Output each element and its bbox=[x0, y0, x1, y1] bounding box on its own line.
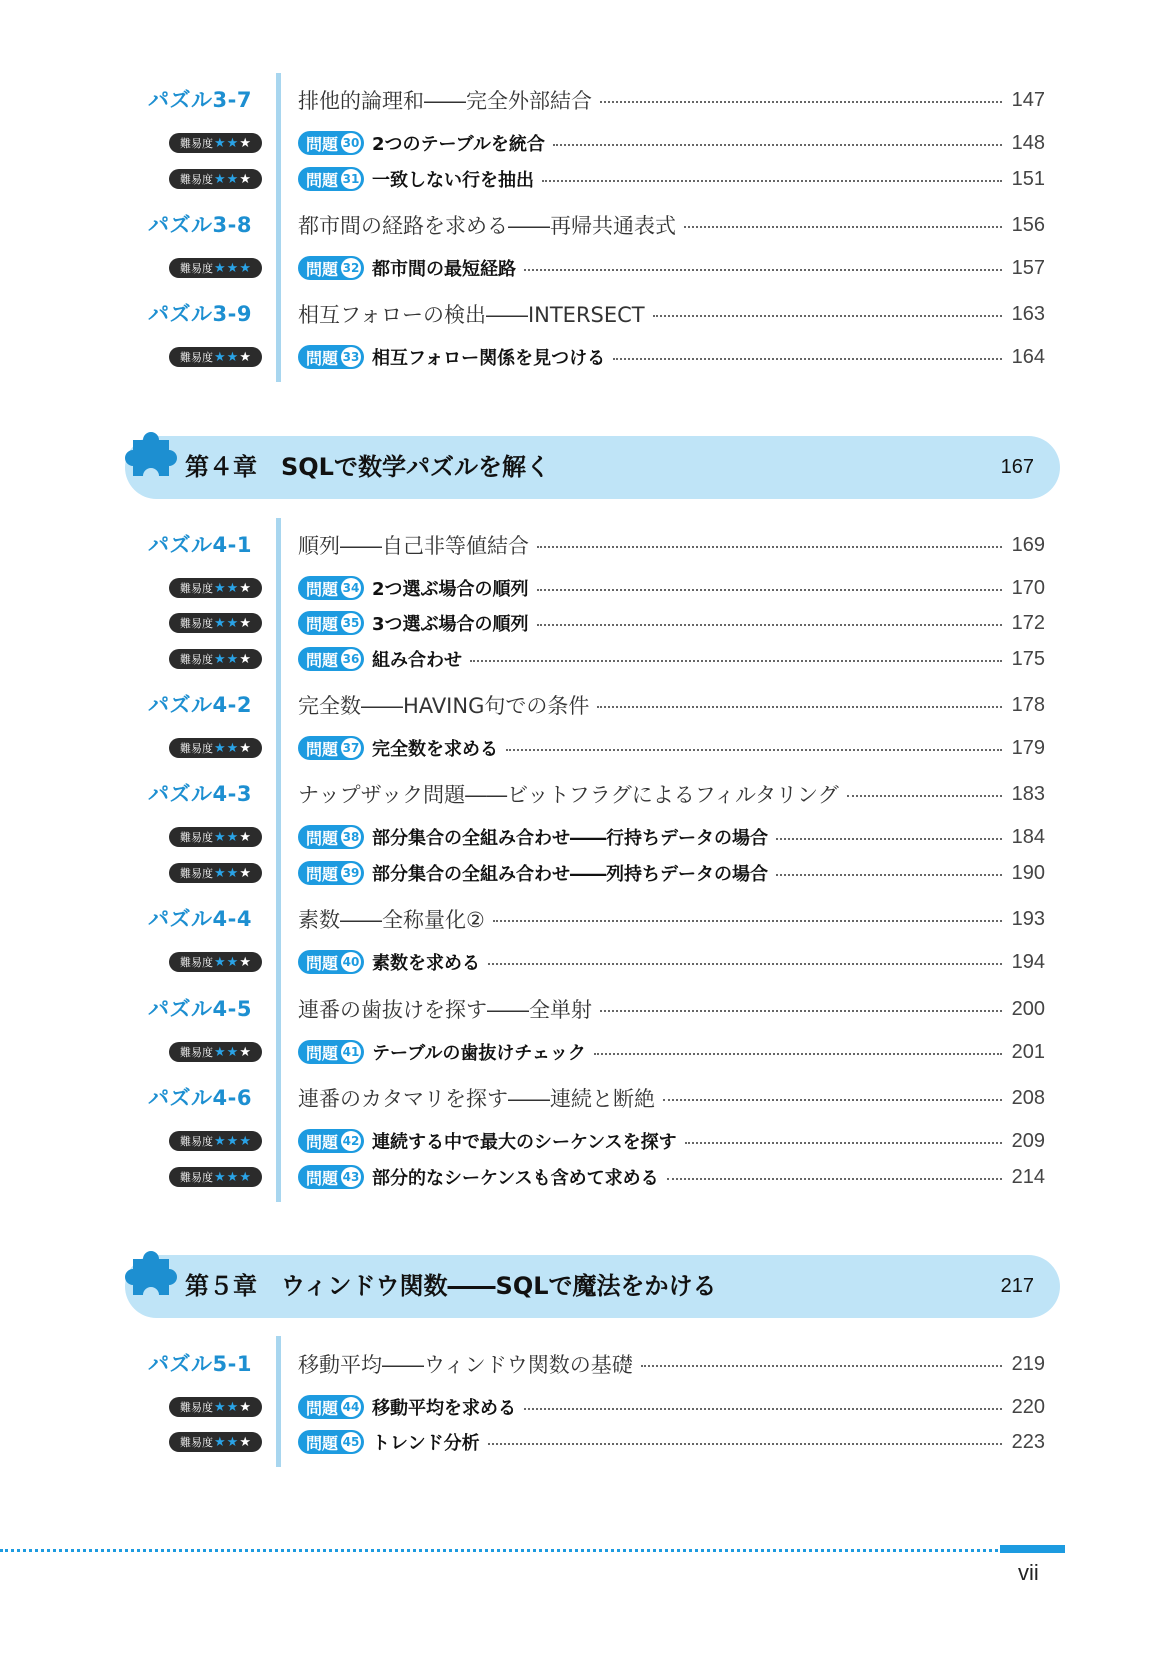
entry-line bbox=[298, 1348, 1045, 1380]
entry-line bbox=[298, 732, 1045, 764]
problem-badge-label: 問題 bbox=[306, 650, 339, 670]
entry-title: 部分的なシーケンスも含めて求める bbox=[372, 1168, 659, 1189]
chapter-heading bbox=[125, 436, 1060, 499]
puzzle-entry[interactable] bbox=[0, 529, 1165, 561]
problem-badge-label: 問題 bbox=[306, 259, 339, 279]
page-number: 209 bbox=[1011, 1129, 1045, 1152]
problem-number: 41 bbox=[341, 1042, 361, 1062]
entry-line bbox=[298, 1161, 1045, 1193]
star-icon: ★ bbox=[226, 349, 239, 365]
dot-leader bbox=[524, 269, 1002, 271]
difficulty-label: 難易度 bbox=[180, 1171, 214, 1184]
puzzle-entry[interactable] bbox=[0, 209, 1165, 241]
difficulty-label: 難易度 bbox=[180, 1436, 214, 1449]
problem-badge-label: 問題 bbox=[306, 348, 339, 368]
problem-number: 30 bbox=[341, 133, 361, 153]
difficulty-label: 難易度 bbox=[180, 262, 214, 275]
entry-title: 移動平均を求める bbox=[372, 1398, 517, 1419]
difficulty-label: 難易度 bbox=[180, 867, 214, 880]
dot-leader bbox=[653, 315, 1002, 317]
puzzle-entry[interactable] bbox=[0, 298, 1165, 330]
entry-title: 3つ選ぶ場合の順列 bbox=[372, 614, 529, 635]
star-icon: ★ bbox=[214, 954, 226, 970]
dot-leader bbox=[684, 226, 1002, 228]
star-icon: ★ bbox=[239, 580, 251, 596]
entry-line bbox=[298, 778, 1045, 810]
entry-line bbox=[298, 252, 1045, 284]
problem-number: 44 bbox=[341, 1397, 361, 1417]
star-icon: ★ bbox=[239, 740, 251, 756]
star-icon: ★ bbox=[226, 829, 239, 845]
page-number: 163 bbox=[1011, 302, 1045, 325]
page-number: 151 bbox=[1011, 167, 1045, 190]
star-icon: ★ bbox=[239, 135, 251, 151]
page-number: 219 bbox=[1011, 1352, 1045, 1375]
puzzle-number: パズル3-9 bbox=[148, 302, 252, 326]
page-number: 170 bbox=[1011, 576, 1045, 599]
puzzle-number: パズル4-6 bbox=[148, 1086, 252, 1110]
problem-number: 37 bbox=[341, 738, 361, 758]
difficulty-badge bbox=[169, 347, 262, 367]
star-icon: ★ bbox=[214, 1399, 226, 1415]
star-icon: ★ bbox=[214, 865, 226, 881]
puzzle-number: パズル4-4 bbox=[148, 907, 252, 931]
entry-line bbox=[298, 1391, 1045, 1423]
star-icon: ★ bbox=[214, 349, 226, 365]
problem-number: 35 bbox=[341, 613, 361, 633]
entry-title: 部分集合の全組み合わせ――行持ちデータの場合 bbox=[372, 828, 769, 849]
entry-line bbox=[298, 946, 1045, 978]
star-icon: ★ bbox=[239, 829, 251, 845]
entry-title: トレンド分析 bbox=[372, 1433, 480, 1454]
star-icon: ★ bbox=[214, 580, 226, 596]
entry-title: 完全数――HAVING句での条件 bbox=[298, 694, 590, 718]
puzzle-entry[interactable] bbox=[0, 84, 1165, 116]
entry-line bbox=[298, 163, 1045, 195]
entry-title: 部分集合の全組み合わせ――列持ちデータの場合 bbox=[372, 864, 769, 885]
page-number: 147 bbox=[1011, 88, 1045, 111]
difficulty-badge bbox=[169, 649, 262, 669]
chapter-title: 第４章 SQLで数学パズルを解く bbox=[185, 453, 550, 481]
entry-title: 一致しない行を抽出 bbox=[372, 170, 535, 191]
page-number: 201 bbox=[1011, 1040, 1045, 1063]
chapter-heading bbox=[125, 1255, 1060, 1318]
entry-title: 2つ選ぶ場合の順列 bbox=[372, 579, 529, 600]
star-icon: ★ bbox=[214, 171, 226, 187]
problem-number: 40 bbox=[341, 952, 361, 972]
puzzle-entry[interactable] bbox=[0, 993, 1165, 1025]
star-icon: ★ bbox=[226, 580, 239, 596]
page-number: 175 bbox=[1011, 647, 1045, 670]
problem-badge-label: 問題 bbox=[306, 1168, 339, 1188]
star-icon: ★ bbox=[226, 135, 239, 151]
difficulty-badge bbox=[169, 952, 262, 972]
page-number: 184 bbox=[1011, 825, 1045, 848]
difficulty-label: 難易度 bbox=[180, 582, 214, 595]
star-icon: ★ bbox=[239, 1434, 251, 1450]
dot-leader bbox=[600, 1010, 1002, 1012]
dot-leader bbox=[493, 920, 1002, 922]
difficulty-badge bbox=[169, 133, 262, 153]
star-icon: ★ bbox=[214, 740, 226, 756]
problem-entry[interactable] bbox=[0, 252, 1165, 284]
dot-leader bbox=[488, 1443, 1002, 1445]
puzzle-entry[interactable] bbox=[0, 903, 1165, 935]
entry-line bbox=[298, 1125, 1045, 1157]
problem-badge bbox=[298, 1165, 364, 1189]
page-number: 178 bbox=[1011, 693, 1045, 716]
star-icon: ★ bbox=[226, 865, 239, 881]
page-number: 183 bbox=[1011, 782, 1045, 805]
problem-number: 43 bbox=[341, 1167, 361, 1187]
puzzle-number: パズル4-2 bbox=[148, 693, 252, 717]
page-number: 190 bbox=[1011, 861, 1045, 884]
dot-leader bbox=[667, 1178, 1002, 1180]
entry-title: 相互フォローの検出――INTERSECT bbox=[298, 303, 645, 327]
problem-number: 36 bbox=[341, 649, 361, 669]
problem-badge-label: 問題 bbox=[306, 579, 339, 599]
problem-badge bbox=[298, 167, 364, 191]
entry-title: 素数――全称量化② bbox=[298, 908, 485, 932]
star-icon: ★ bbox=[226, 1044, 239, 1060]
problem-entry[interactable] bbox=[0, 857, 1165, 889]
problem-badge bbox=[298, 576, 364, 600]
difficulty-badge bbox=[169, 1131, 262, 1151]
star-icon: ★ bbox=[226, 615, 239, 631]
entry-title: 素数を求める bbox=[372, 953, 481, 974]
problem-badge bbox=[298, 861, 364, 885]
entry-line bbox=[298, 298, 1045, 330]
page-number: 148 bbox=[1011, 131, 1045, 154]
difficulty-label: 難易度 bbox=[180, 1135, 214, 1148]
entry-title: 2つのテーブルを統合 bbox=[372, 134, 545, 155]
puzzle-piece-icon bbox=[113, 414, 191, 492]
entry-title: 都市間の最短経路 bbox=[372, 259, 517, 280]
star-icon: ★ bbox=[239, 651, 251, 667]
puzzle-entry[interactable] bbox=[0, 1348, 1165, 1380]
problem-badge-label: 問題 bbox=[306, 828, 339, 848]
star-icon: ★ bbox=[214, 1133, 226, 1149]
difficulty-label: 難易度 bbox=[180, 617, 214, 630]
problem-entry[interactable] bbox=[0, 572, 1165, 604]
star-icon: ★ bbox=[226, 260, 239, 276]
entry-line bbox=[298, 341, 1045, 373]
dot-leader bbox=[488, 963, 1002, 965]
difficulty-badge bbox=[169, 169, 262, 189]
star-icon: ★ bbox=[214, 829, 226, 845]
entry-line bbox=[298, 572, 1045, 604]
problem-badge-label: 問題 bbox=[306, 1433, 339, 1453]
problem-entry[interactable] bbox=[0, 607, 1165, 639]
dot-leader bbox=[685, 1142, 1002, 1144]
dot-leader bbox=[663, 1099, 1002, 1101]
page-number: 164 bbox=[1011, 345, 1045, 368]
star-icon: ★ bbox=[226, 171, 239, 187]
problem-number: 33 bbox=[341, 347, 361, 367]
entry-title: ナップザック問題――ビットフラグによるフィルタリング bbox=[298, 783, 839, 807]
problem-badge-label: 問題 bbox=[306, 1398, 339, 1418]
star-icon: ★ bbox=[226, 1434, 239, 1450]
star-icon: ★ bbox=[239, 1133, 251, 1149]
difficulty-badge bbox=[169, 1397, 262, 1417]
entry-line bbox=[298, 209, 1045, 241]
entry-line bbox=[298, 1082, 1045, 1114]
problem-badge bbox=[298, 825, 364, 849]
footer-dotted-rule bbox=[0, 1549, 998, 1552]
page-number: 179 bbox=[1011, 736, 1045, 759]
problem-entry[interactable] bbox=[0, 1391, 1165, 1423]
problem-badge bbox=[298, 950, 364, 974]
problem-badge-label: 問題 bbox=[306, 614, 339, 634]
puzzle-entry[interactable] bbox=[0, 689, 1165, 721]
problem-number: 42 bbox=[341, 1131, 361, 1151]
star-icon: ★ bbox=[226, 1399, 239, 1415]
problem-badge-label: 問題 bbox=[306, 1043, 339, 1063]
problem-badge-label: 問題 bbox=[306, 953, 339, 973]
problem-badge-label: 問題 bbox=[306, 739, 339, 759]
entry-line bbox=[298, 903, 1045, 935]
problem-badge bbox=[298, 256, 364, 280]
problem-badge bbox=[298, 1129, 364, 1153]
problem-badge bbox=[298, 131, 364, 155]
page-number: 208 bbox=[1011, 1086, 1045, 1109]
difficulty-label: 難易度 bbox=[180, 1401, 214, 1414]
chapter-title: 第５章 ウィンドウ関数――SQLで魔法をかける bbox=[185, 1272, 717, 1300]
star-icon: ★ bbox=[239, 349, 251, 365]
problem-number: 32 bbox=[341, 258, 361, 278]
page-number: 193 bbox=[1011, 907, 1045, 930]
entry-title: 排他的論理和――完全外部結合 bbox=[298, 89, 592, 113]
entry-title: 連番のカタマリを探す――連続と断絶 bbox=[298, 1087, 655, 1111]
chapter-page-number: 217 bbox=[1000, 1275, 1034, 1297]
problem-badge-label: 問題 bbox=[306, 170, 339, 190]
dot-leader bbox=[537, 546, 1002, 548]
star-icon: ★ bbox=[239, 171, 251, 187]
problem-entry[interactable] bbox=[0, 1125, 1165, 1157]
entry-title: 連番の歯抜けを探す――全単射 bbox=[298, 998, 592, 1022]
puzzle-number: パズル5-1 bbox=[148, 1352, 252, 1376]
dot-leader bbox=[537, 624, 1002, 626]
entry-line bbox=[298, 607, 1045, 639]
problem-entry[interactable] bbox=[0, 1161, 1165, 1193]
problem-entry[interactable] bbox=[0, 1036, 1165, 1068]
problem-number: 39 bbox=[341, 863, 361, 883]
page-number: 194 bbox=[1011, 950, 1045, 973]
star-icon: ★ bbox=[226, 1133, 239, 1149]
problem-entry[interactable] bbox=[0, 127, 1165, 159]
star-icon: ★ bbox=[239, 615, 251, 631]
entry-line bbox=[298, 993, 1045, 1025]
star-icon: ★ bbox=[214, 1169, 226, 1185]
entry-title: テーブルの歯抜けチェック bbox=[372, 1043, 586, 1064]
star-icon: ★ bbox=[214, 615, 226, 631]
problem-number: 45 bbox=[341, 1432, 361, 1452]
dot-leader bbox=[594, 1053, 1002, 1055]
chapter-page-number: 167 bbox=[1000, 456, 1034, 478]
page-number: 169 bbox=[1011, 533, 1045, 556]
difficulty-badge bbox=[169, 827, 262, 847]
page-number: 156 bbox=[1011, 213, 1045, 236]
problem-number: 34 bbox=[341, 578, 361, 598]
entry-title: 順列――自己非等値結合 bbox=[298, 534, 529, 558]
dot-leader bbox=[776, 874, 1002, 876]
entry-line bbox=[298, 643, 1045, 675]
problem-entry[interactable] bbox=[0, 341, 1165, 373]
entry-line bbox=[298, 127, 1045, 159]
dot-leader bbox=[542, 180, 1002, 182]
entry-title: 都市間の経路を求める――再帰共通表式 bbox=[298, 214, 676, 238]
problem-badge bbox=[298, 647, 364, 671]
dot-leader bbox=[600, 101, 1002, 103]
star-icon: ★ bbox=[214, 1044, 226, 1060]
difficulty-badge bbox=[169, 1042, 262, 1062]
problem-entry[interactable] bbox=[0, 643, 1165, 675]
difficulty-badge bbox=[169, 578, 262, 598]
problem-entry[interactable] bbox=[0, 732, 1165, 764]
star-icon: ★ bbox=[239, 1169, 251, 1185]
problem-entry[interactable] bbox=[0, 946, 1165, 978]
dot-leader bbox=[470, 660, 1002, 662]
difficulty-badge bbox=[169, 863, 262, 883]
puzzle-entry[interactable] bbox=[0, 778, 1165, 810]
dot-leader bbox=[847, 795, 1002, 797]
star-icon: ★ bbox=[239, 1399, 251, 1415]
dot-leader bbox=[613, 358, 1002, 360]
entry-line bbox=[298, 84, 1045, 116]
entry-title: 連続する中で最大のシーケンスを探す bbox=[372, 1132, 677, 1153]
star-icon: ★ bbox=[214, 651, 226, 667]
dot-leader bbox=[524, 1408, 1002, 1410]
puzzle-entry[interactable] bbox=[0, 1082, 1165, 1114]
dot-leader bbox=[597, 706, 1001, 708]
difficulty-badge bbox=[169, 1167, 262, 1187]
entry-title: 相互フォロー関係を見つける bbox=[372, 348, 606, 369]
star-icon: ★ bbox=[214, 260, 226, 276]
star-icon: ★ bbox=[226, 651, 239, 667]
star-icon: ★ bbox=[226, 740, 239, 756]
problem-entry[interactable] bbox=[0, 163, 1165, 195]
page-number: 214 bbox=[1011, 1165, 1045, 1188]
page-folio: vii bbox=[1018, 1560, 1039, 1585]
difficulty-label: 難易度 bbox=[180, 742, 214, 755]
problem-number: 38 bbox=[341, 827, 361, 847]
difficulty-badge bbox=[169, 613, 262, 633]
difficulty-label: 難易度 bbox=[180, 137, 214, 150]
problem-badge bbox=[298, 1395, 364, 1419]
problem-badge-label: 問題 bbox=[306, 864, 339, 884]
puzzle-number: パズル4-3 bbox=[148, 782, 252, 806]
difficulty-label: 難易度 bbox=[180, 956, 214, 969]
page-number: 220 bbox=[1011, 1395, 1045, 1418]
page-number: 200 bbox=[1011, 997, 1045, 1020]
star-icon: ★ bbox=[214, 135, 226, 151]
footer-accent-bar bbox=[1000, 1545, 1065, 1553]
problem-badge bbox=[298, 611, 364, 635]
difficulty-label: 難易度 bbox=[180, 653, 214, 666]
problem-entry[interactable] bbox=[0, 821, 1165, 853]
dot-leader bbox=[506, 749, 1002, 751]
page-number: 223 bbox=[1011, 1430, 1045, 1453]
puzzle-piece-icon bbox=[113, 1233, 191, 1311]
problem-badge bbox=[298, 1040, 364, 1064]
star-icon: ★ bbox=[239, 954, 251, 970]
problem-number: 31 bbox=[341, 169, 361, 189]
dot-leader bbox=[553, 144, 1002, 146]
entry-line bbox=[298, 821, 1045, 853]
difficulty-label: 難易度 bbox=[180, 1046, 214, 1059]
dot-leader bbox=[641, 1365, 1002, 1367]
entry-line bbox=[298, 689, 1045, 721]
problem-entry[interactable] bbox=[0, 1426, 1165, 1458]
difficulty-label: 難易度 bbox=[180, 831, 214, 844]
dot-leader bbox=[537, 589, 1002, 591]
problem-badge-label: 問題 bbox=[306, 1132, 339, 1152]
page-number: 172 bbox=[1011, 611, 1045, 634]
dot-leader bbox=[776, 838, 1002, 840]
entry-line bbox=[298, 857, 1045, 889]
difficulty-badge bbox=[169, 258, 262, 278]
problem-badge bbox=[298, 345, 364, 369]
difficulty-label: 難易度 bbox=[180, 351, 214, 364]
puzzle-number: パズル3-7 bbox=[148, 88, 252, 112]
problem-badge bbox=[298, 1430, 364, 1454]
star-icon: ★ bbox=[214, 1434, 226, 1450]
entry-line bbox=[298, 529, 1045, 561]
difficulty-badge bbox=[169, 738, 262, 758]
puzzle-number: パズル4-1 bbox=[148, 533, 252, 557]
entry-line bbox=[298, 1426, 1045, 1458]
problem-badge-label: 問題 bbox=[306, 134, 339, 154]
problem-badge bbox=[298, 736, 364, 760]
difficulty-label: 難易度 bbox=[180, 173, 214, 186]
puzzle-number: パズル4-5 bbox=[148, 997, 252, 1021]
entry-title: 移動平均――ウィンドウ関数の基礎 bbox=[298, 1353, 633, 1377]
puzzle-number: パズル3-8 bbox=[148, 213, 252, 237]
star-icon: ★ bbox=[226, 954, 239, 970]
page-number: 157 bbox=[1011, 256, 1045, 279]
entry-title: 組み合わせ bbox=[372, 650, 463, 671]
star-icon: ★ bbox=[226, 1169, 239, 1185]
entry-line bbox=[298, 1036, 1045, 1068]
star-icon: ★ bbox=[239, 260, 251, 276]
star-icon: ★ bbox=[239, 865, 251, 881]
star-icon: ★ bbox=[239, 1044, 251, 1060]
difficulty-badge bbox=[169, 1432, 262, 1452]
entry-title: 完全数を求める bbox=[372, 739, 499, 760]
